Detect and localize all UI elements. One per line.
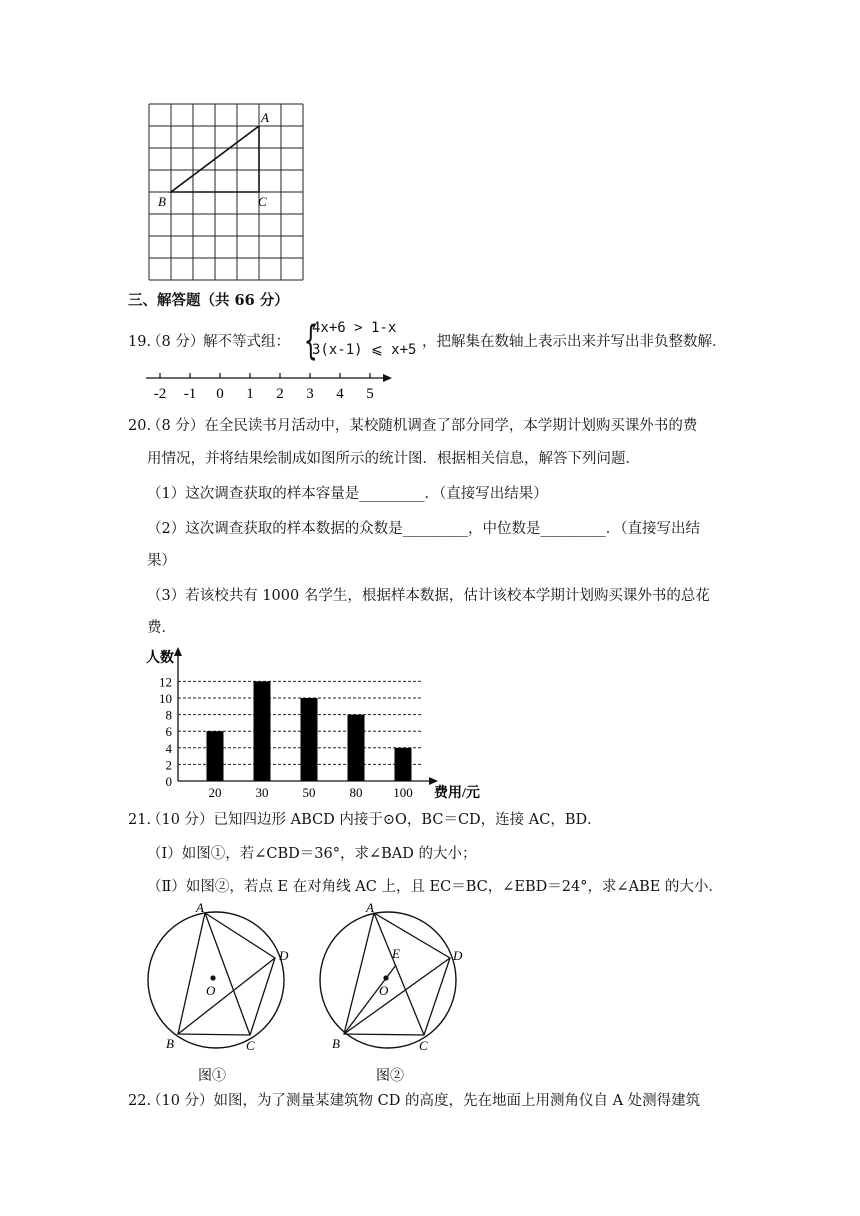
chart-xlabel: 费用/元 [434, 786, 480, 801]
chart-ytick-label: 8 [165, 707, 172, 723]
grid-figure [140, 100, 310, 290]
chart-ytick-label: 12 [159, 674, 172, 690]
q19-inequality-2: 3(x-1) ⩽ x+5 [312, 342, 417, 358]
number-line-tick-label: 2 [276, 386, 284, 402]
circle-figure-1 [140, 898, 310, 1088]
q21-part2: （Ⅱ）如图②，若点 E 在对角线 AC 上，且 EC＝BC，∠EBD＝24°，求∠ABE 的大小． [147, 879, 723, 895]
label-a: A [261, 110, 269, 125]
number-line-tick-label: -1 [183, 386, 197, 402]
chart-ytick-label: 6 [165, 724, 172, 740]
chart-ytick-label: 2 [165, 757, 172, 773]
svg-text:B: B [166, 1036, 174, 1051]
chart-x-arrow [429, 777, 438, 785]
q22-number: 22. [128, 1093, 152, 1109]
q20-part2a: （2）这次调查获取的样本数据的众数是_________，中位数是_________．（直接写出结 [147, 521, 700, 537]
q19-system-brace: { [303, 318, 318, 364]
chart-xtick-label: 20 [208, 785, 222, 800]
chart-xtick-label: 50 [302, 785, 316, 800]
chart-xticks [209, 785, 413, 800]
chart-ylabel: 人数 [146, 651, 174, 666]
chart-y-arrow [174, 647, 182, 656]
number-line-tick-label: 3 [306, 386, 314, 402]
svg-text:O: O [206, 983, 216, 998]
chart-ytick-label: 4 [165, 740, 172, 756]
q20-part1: （1）这次调查获取的样本容量是_________．（直接写出结果） [147, 486, 548, 502]
q20-part3b: 费． [147, 620, 176, 636]
circle-figure-2 [312, 898, 482, 1088]
q21-line1: （10 分）已知四边形 ABCD 内接于⊙O，BC＝CD，连接 AC，BD． [147, 812, 602, 828]
label-b: B [158, 194, 166, 209]
svg-text:图①: 图① [198, 1069, 226, 1084]
q19-tail: ，把解集在数轴上表示出来并写出非负整数解． [422, 334, 727, 350]
chart-bar [348, 715, 365, 781]
section-title: 三、解答题（共 66 分） [128, 292, 289, 309]
chart-ytick-label: 10 [159, 691, 172, 706]
q21-number: 21. [128, 812, 152, 828]
q20-number: 20. [128, 418, 152, 434]
bar-chart [140, 645, 490, 805]
q19-lead: 解不等式组： [203, 334, 290, 350]
svg-text:D: D [279, 948, 289, 963]
q19-number: 19. [128, 334, 152, 350]
q20-line2: 用情况，并将结果绘制成如图所示的统计图．根据相关信息，解答下列问题． [147, 451, 640, 467]
chart-bar [254, 681, 271, 781]
svg-text:A: A [366, 900, 374, 915]
label-c: C [258, 194, 267, 209]
chart-xtick-label: 80 [349, 785, 363, 800]
svg-text:B: B [332, 1036, 340, 1051]
number-line-tick-label: 1 [246, 386, 254, 402]
q20-part2b: 果） [147, 553, 176, 569]
svg-text:E: E [392, 946, 400, 961]
q19-score: （8 分） [147, 334, 205, 350]
q22-line1: （10 分）如图，为了测量某建筑物 CD 的高度，先在地面上用测角仪自 A 处测得建筑 [147, 1093, 701, 1109]
chart-bar [395, 748, 412, 781]
number-line-tick-label: 4 [336, 386, 344, 402]
number-line-tick-label: -2 [153, 386, 167, 402]
chart-yticks [159, 674, 173, 789]
chart-ytick-label: 0 [165, 774, 172, 789]
chart-bar [301, 698, 318, 781]
q21-part1: （Ⅰ）如图①，若∠CBD＝36°，求∠BAD 的大小； [147, 846, 477, 862]
q19-inequality-1: 4x+6 > 1-x [312, 320, 397, 336]
number-line [140, 370, 400, 406]
svg-text:D: D [453, 948, 463, 963]
chart-xtick-label: 30 [255, 785, 269, 800]
svg-text:C: C [419, 1038, 428, 1053]
chart-xtick-label: 100 [393, 785, 413, 800]
number-line-tick-label: 0 [216, 386, 224, 402]
svg-text:图②: 图② [376, 1069, 404, 1084]
number-line-tick-label: 5 [366, 386, 374, 402]
chart-bar [207, 731, 224, 781]
svg-text:C: C [246, 1038, 255, 1053]
svg-text:O: O [379, 983, 389, 998]
q20-line1: （8 分）在全民读书月活动中，某校随机调查了部分同学，本学期计划购买课外书的费 [147, 418, 698, 434]
svg-text:A: A [196, 900, 204, 915]
q20-part3a: （3）若该校共有 1000 名学生，根据样本数据，估计该校本学期计划购买课外书的总花 [147, 588, 710, 604]
